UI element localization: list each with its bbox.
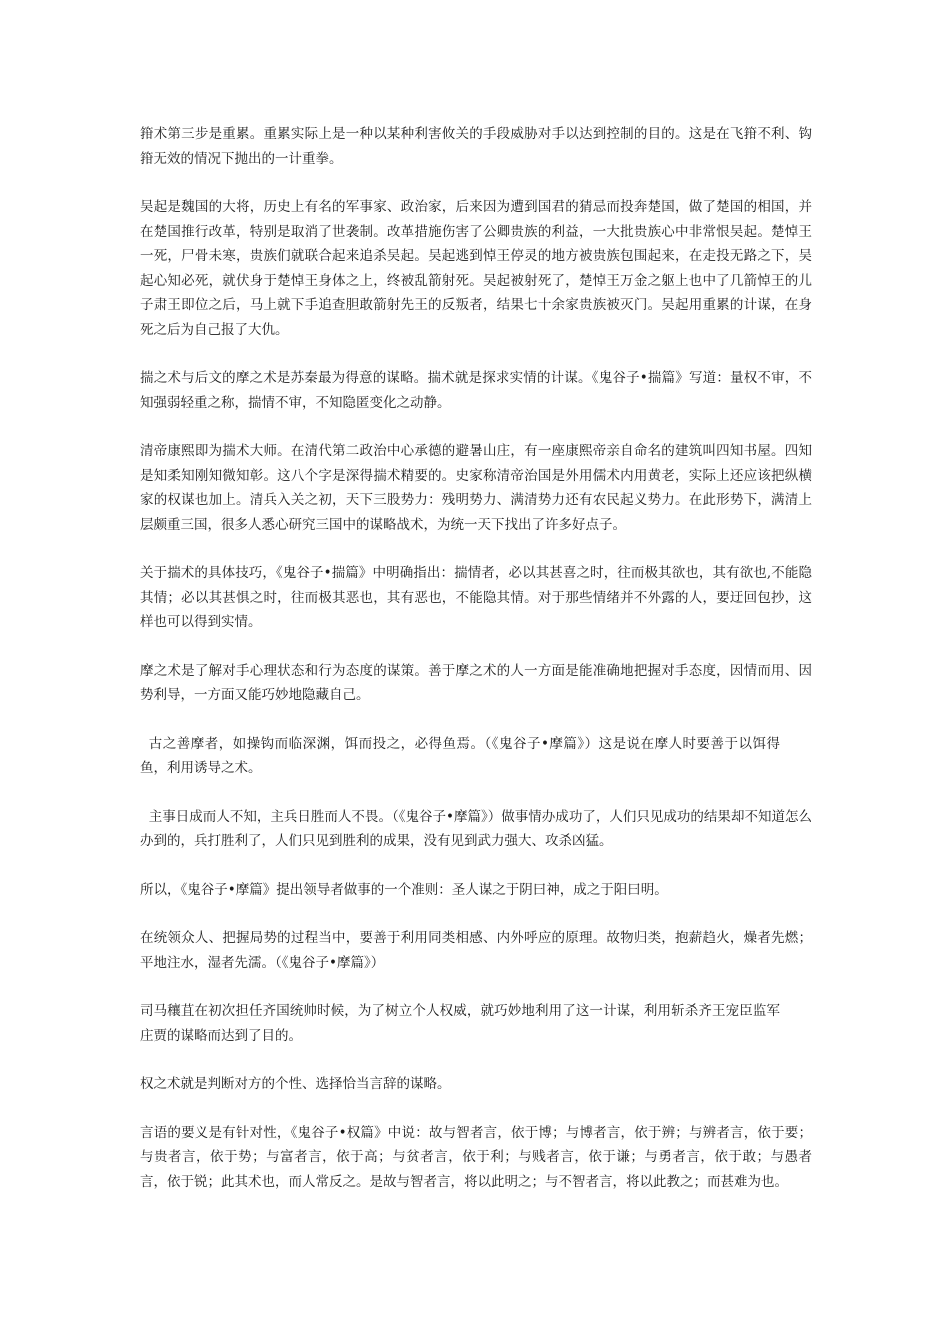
paragraph-5: 关于揣术的具体技巧，《鬼谷子•揣篇》中明确指出：揣情者，必以其甚喜之时，往而极其欲也，其有欲也,不能隐其情；必以其甚惧之时，往而极其恶也，其有恶也，不能隐其情。对于那些情绪并不外露的人，要迂回包抄，这样也可以得到实情。 xyxy=(140,565,812,630)
paragraph-2: 吴起是魏国的大将，历史上有名的军事家、政治家，后来因为遭到国君的猜忌而投奔楚国，做了楚国的相国，并在楚国推行改革，特别是取消了世袭制。改革措施伤害了公卿贵族的利益，一大批贵族心中非常恨吴起。楚悼王一死，尸骨未寒，贵族们就联合起来追杀吴起。吴起逃到悼王停灵的地方被贵族包围起来，在走投无路之下，吴起心知必死，就伏身于楚悼王身体之上，终被乱箭射死。吴起被射死了，楚悼王万金之躯上也中了几箭悼王的儿子肃王即位之后，马上就下手追查胆敢箭射先王的反叛者，结果七十余家贵族被灭门。吴起用重累的计谋，在身死之后为自己报了大仇。 xyxy=(140,199,812,338)
paragraph-4: 清帝康熙即为揣术大师。在清代第二政治中心承德的避暑山庄，有一座康熙帝亲自命名的建筑叫四知书屋。四知是知柔知刚知微知彰。这八个字是深得揣术精要的。史家称清帝治国是外用儒术内用黄老，实际上还应该把纵横家的权谋也加上。清兵入关之初，天下三股势力：残明势力、满清势力还有农民起义势力。在此形势下，满清上层颇重三国，很多人悉心研究三国中的谋略战术，为统一天下找出了许多好点子。 xyxy=(140,443,812,533)
paragraph-10: 在统领众人、把握局势的过程当中，要善于利用同类相感、内外呼应的原理。故物归类，抱薪趋火，燥者先燃；平地注水，湿者先濡。（《鬼谷子•摩篇》） xyxy=(140,930,812,971)
document-page xyxy=(140,122,812,1218)
paragraph-8: 主事日成而人不知，主兵日胜而人不畏。（《鬼谷子•摩篇》）做事情办成功了，人们只见成功的结果却不知道怎么办到的，兵打胜利了，人们只见到胜利的成果，没有见到武力强大、攻杀凶猛。 xyxy=(140,808,812,849)
paragraph-9: 所以，《鬼谷子•摩篇》提出领导者做事的一个准则：圣人谋之于阴曰神，成之于阳曰明。 xyxy=(140,881,668,898)
paragraph-1: 箝术第三步是重累。重累实际上是一种以某种利害攸关的手段威胁对手以达到控制的目的。这是在飞箝不利、钩箝无效的情况下抛出的一计重拳。 xyxy=(140,126,812,167)
paragraph-13: 言语的要义是有针对性，《鬼谷子•权篇》中说：故与智者言，依于博；与博者言，依于辨；与辨者言，依于要；与贵者言，依于势；与富者言，依于高；与贫者言，依于利；与贱者言，依于谦；与勇者言，依于敢；与愚者言，依于锐；此其术也，而人常反之。是故与智者言，将以此明之；与不智者言，将以此教之；而甚难为也。 xyxy=(140,1124,812,1190)
paragraph-6: 摩之术是了解对手心理状态和行为态度的谋策。善于摩之术的人一方面是能准确地把握对手态度，因情而用、因势利导，一方面又能巧妙地隐藏自己。 xyxy=(140,662,812,703)
paragraph-7: 古之善摩者，如操钩而临深渊，饵而投之，必得鱼焉。（《鬼谷子•摩篇》）这是说在摩人时要善于以饵得鱼，利用诱导之术。 xyxy=(140,735,780,776)
paragraph-3: 揣之术与后文的摩之术是苏秦最为得意的谋略。揣术就是探求实情的计谋。《鬼谷子•揣篇》写道：量权不审，不知强弱轻重之称，揣情不审，不知隐匿变化之动静。 xyxy=(140,370,812,411)
paragraph-11: 司马穰苴在初次担任齐国统帅时候，为了树立个人权威，就巧妙地利用了这一计谋，利用斩杀齐王宠臣监军庄贾的谋略而达到了目的。 xyxy=(140,1003,780,1044)
paragraph-12: 权之术就是判断对方的个性、选择恰当言辞的谋略。 xyxy=(140,1076,451,1092)
